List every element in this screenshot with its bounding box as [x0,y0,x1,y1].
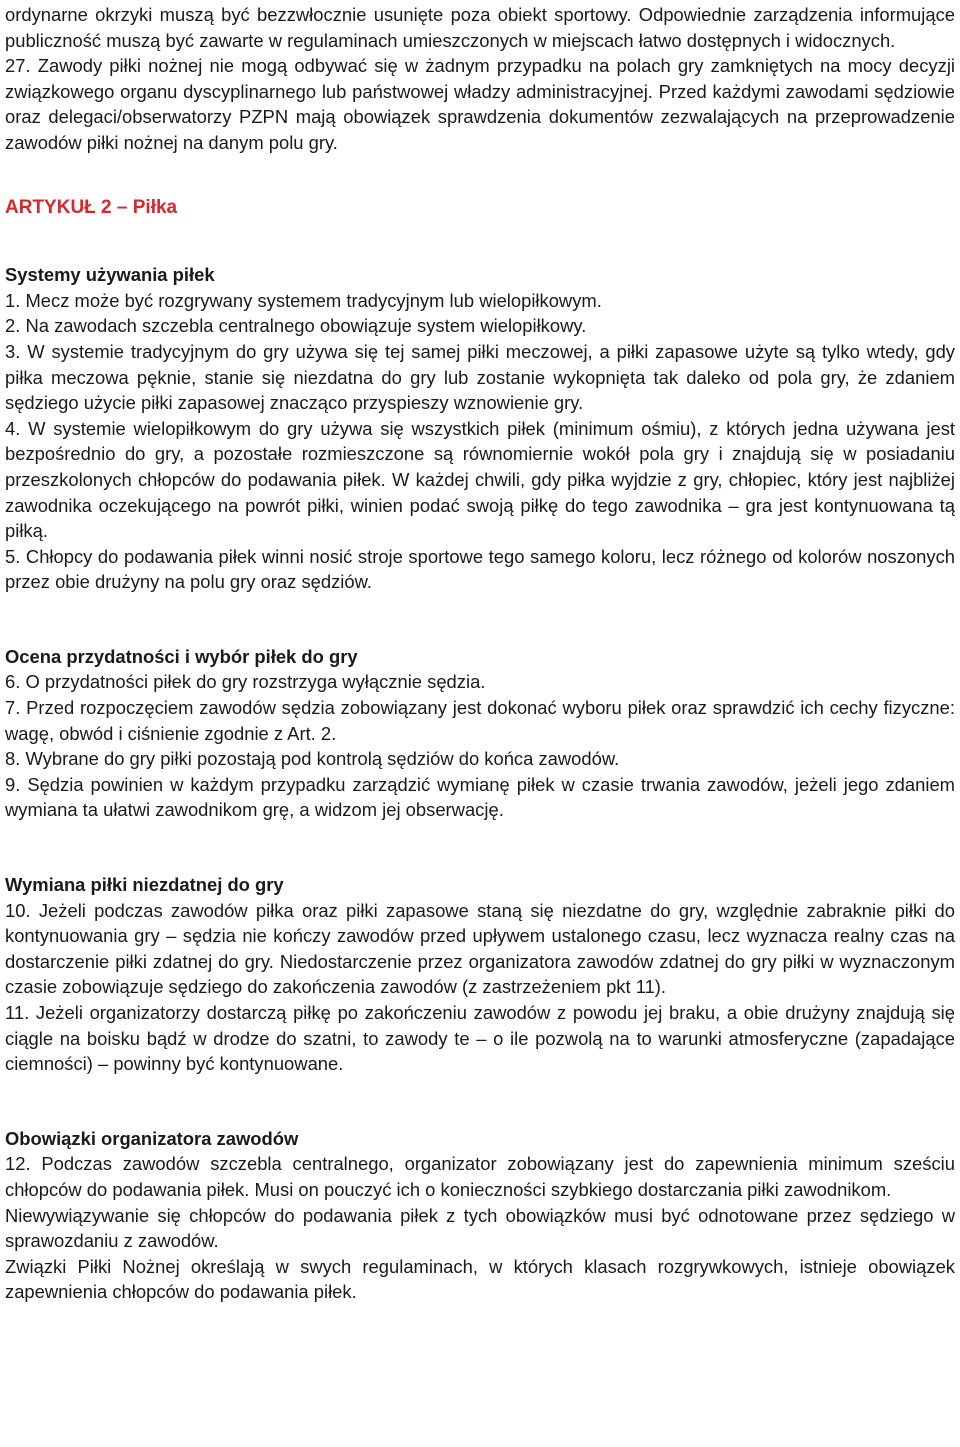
section-title-organizer-duties: Obowiązki organizatora zawodów [5,1127,299,1149]
paragraph-associations-rules: Związki Piłki Nożnej określają w swych regulaminach, w których klasach rozgrywkowych, istnieje obowiązek zapewnienia chłopców do podawania piłek. [5,1255,955,1303]
list-item-7: 7. Przed rozpoczęciem zawodów sędzia zobowiązany jest dokonać wyboru piłek oraz sprawdzić ich cechy fizyczne: wagę, obwód i ciśnienie zgodnie z Art. 2. [5,697,955,744]
list-item-9: 9. Sędzia powinien w każdym przypadku zarządzić wymianę piłek w czasie trwania zawodów, jeżeli jego zdaniem wymiana ta ułatwi zawodnikom grę, a widzom jej obserwację. [5,773,955,821]
section-title-ball-replacement: Wymiana piłki niezdatnej do gry [5,874,284,896]
list-item-3: 3. W systemie tradycyjnym do gry używa się tej samej piłki meczowej, a piłki zapasowe użyte są tylko wtedy, gdy piłka meczowa pęknie, stanie się niezdatna do gry lub zostanie wykopnięta tak daleko od pola gry, że zdaniem sędziego użycie piłki zapasowej znacząco przyspieszy wznowienie gry. [5,340,955,414]
section-title-ball-suitability: Ocena przydatności i wybór piłek do gry [5,645,358,667]
article-title: ARTYKUŁ 2 – Piłka [5,196,178,218]
list-item-11: 11. Jeżeli organizatorzy dostarczą piłkę po zakończeniu zawodów z powodu jej braku, a obie drużyny znajdują się ciągle na boisku bądź w drodze do szatni, to zawody te – o ile pozwolą na to warunki atmosferyczne (zapadające ciemności) – powinny być kontynuowane. [5,1002,955,1075]
list-item-12: 12. Podczas zawodów szczebla centralnego, organizator zobowiązany jest do zapewnienia minimum sześciu chłopców do podawania piłek. Musi on pouczyć ich o konieczności szybkiego dostarczania piłki zawodnikom. [5,1153,955,1200]
list-item-1: 1. Mecz może być rozgrywany systemem tradycyjnym lub wielopiłkowym. [5,289,602,311]
list-item-6: 6. O przydatności piłek do gry rozstrzyga wyłącznie sędzia. [5,671,486,693]
section-title-ball-systems: Systemy używania piłek [5,264,215,286]
list-item-10: 10. Jeżeli podczas zawodów piłka oraz piłki zapasowe staną się niezdatne do gry, względnie zabraknie piłki do kontynuowania gry – sędzia nie kończy zawodów przed upływem ustalonego czasu, lecz wyznacza realny czas na dostarczenie piłki zdatnej do gry. Niedostarczenie przez organizatora zawodów zdatnej do gry piłki w wyznaczonym czasie zobowiązuje sędziego do zakończenia zawodów (z zastrzeżeniem pkt 11). [5,899,955,998]
list-item-5: 5. Chłopcy do podawania piłek winni nosić stroje sportowe tego samego koloru, lecz różnego od kolorów noszonych przez obie drużyny na polu gry oraz sędziów. [5,545,955,593]
list-item-2: 2. Na zawodach szczebla centralnego obowiązuje system wielopiłkowy. [5,315,587,337]
paragraph-intro: ordynarne okrzyki muszą być bezzwłocznie usunięte poza obiekt sportowy. Odpowiednie zarządzenia informujące publiczność muszą być zawarte w regulaminach umieszczonych w miejscach łatwo dostępnych i widocznych. [5,4,955,51]
paragraph-point-27: 27. Zawody piłki nożnej nie mogą odbywać się w żadnym przypadku na polach gry zamkniętych na mocy decyzji związkowego organu dyscyplinarnego lub państwowej władzy administracyjnej. Przed każdymi zawodami sędziowie oraz delegaci/obserwatorzy PZPN mają obowiązek sprawdzenia dokumentów zezwalających na przeprowadzenie zawodów piłki nożnej na danym polu gry. [5,55,955,153]
list-item-4: 4. W systemie wielopiłkowym do gry używa się wszystkich piłek (minimum ośmiu), z których jedna używana jest bezpośrednio do gry, a pozostałe rozmieszczone są równomiernie wokół pola gry i znajdują się w posiadaniu przeszkolonych chłopców do podawania piłek. W każdej chwili, gdy piłka wyjdzie z gry, chłopiec, który jest najbliżej zawodnika oczekującego na powrót piłki, winien podać swoją piłkę do tego zawodnika – gra jest kontynuowana tą piłką. [5,417,955,542]
paragraph-ballboys-report: Niewywiązywanie się chłopców do podawania piłek z tych obowiązków musi być odnotowane przez sędziego w sprawozdaniu z zawodów. [5,1204,955,1252]
list-item-8: 8. Wybrane do gry piłki pozostają pod kontrolą sędziów do końca zawodów. [5,748,620,770]
